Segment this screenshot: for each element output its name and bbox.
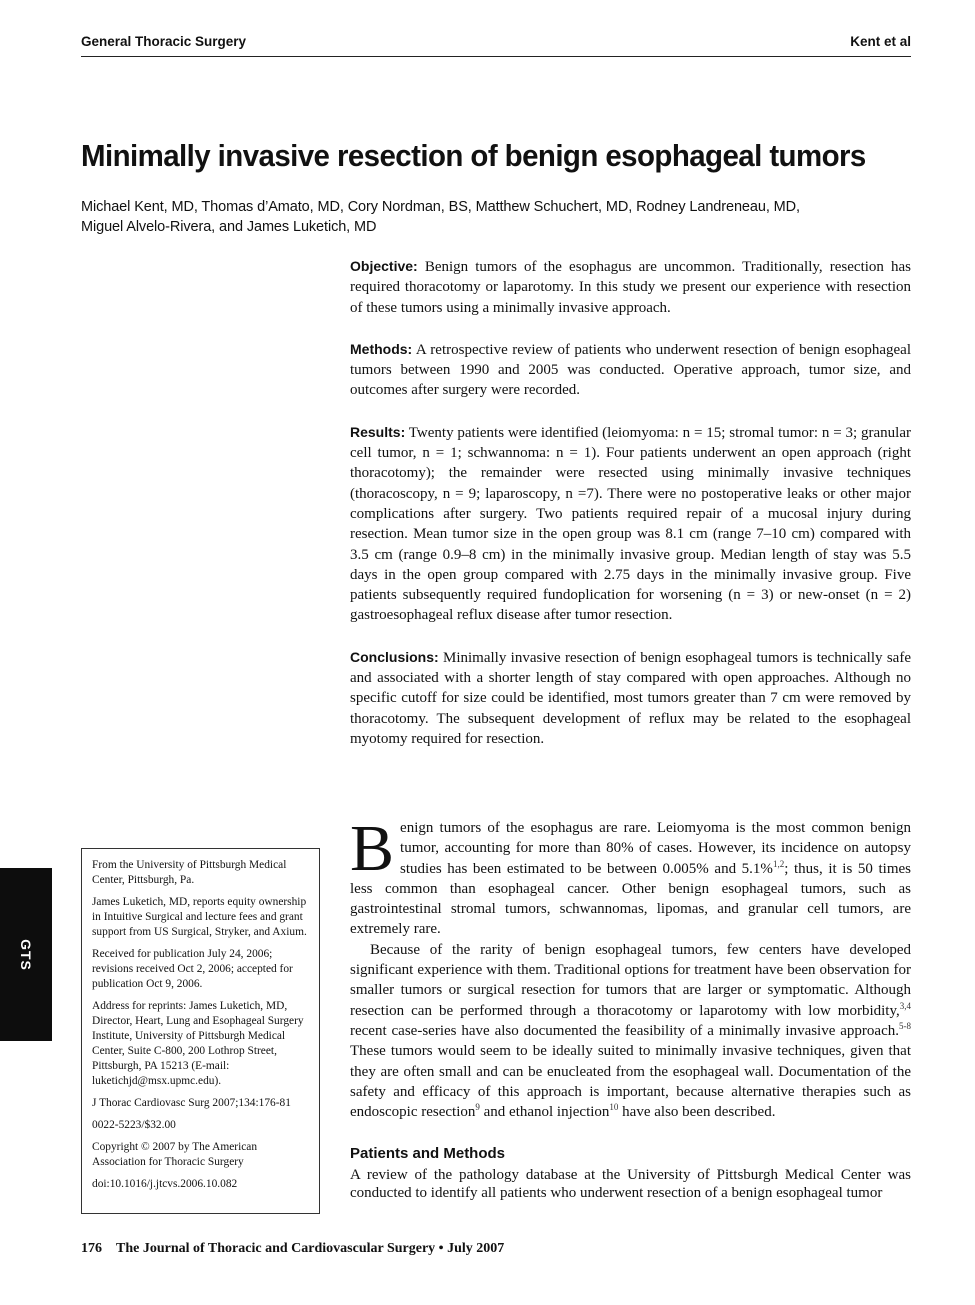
author-line-1: Michael Kent, MD, Thomas d’Amato, MD, Cory Nordman, BS, Matthew Schuchert, MD, Rodney Landreneau, MD, [81,199,800,215]
conclusions-text: Minimally invasive resection of benign esophageal tumors is technically safe and associated with a shorter length of stay compared with open approaches. Although no specific cutoff for size could be identified, most tumors greater than 7 cm were removed by thoracotomy. The subsequent development of reflux may be related to the esophageal myotomy required for resection. [350,649,911,747]
drop-cap: B [350,812,395,885]
abstract-methods [350,339,911,401]
page-number: 176 [81,1241,102,1256]
body-paragraph-1 [350,812,911,940]
journal-line: The Journal of Thoracic and Cardiovascular Surgery • July 2007 [116,1241,505,1256]
body-p2-text-c: These tumors would seem to be ideally suited to minimally invasive techniques, given that they are often small and can be enucleated from the esophageal wall. Documentation of the safety and efficacy of this approach is important, because alternative therapies such as endoscopic resection [350,1043,911,1121]
section-label: General Thoracic Surgery [81,34,247,49]
citation-ref: 1,2 [772,858,785,869]
abstract [350,256,911,770]
section-side-tab [0,868,52,1041]
abstract-conclusions [350,647,911,749]
affiliation-reprints: Address for reprints: James Luketich, MD, Director, Heart, Lung and Esophageal Surgery Institute, University of Pittsburgh Medical Center, Suite C-800, 200 Lothrop Street, Pittsburgh, PA 15213 (E-mail: luketichjd@msx.upmc.edu). [92,1000,304,1087]
affiliation-disclosure: James Luketich, MD, reports equity ownership in Intuitive Surgical and lecture fees and grant support from US Surgical, Stryker, and Axium. [92,896,307,938]
affiliation-box [81,848,320,1214]
body-paragraph-2 [350,940,911,1123]
affiliation-received: Received for publication July 24, 2006; revisions received Oct 2, 2006; accepted for publication Oct 9, 2006. [92,948,293,990]
article-title: Minimally invasive resection of benign esophageal tumors [81,138,866,173]
article-body [350,812,911,1202]
citation-ref: 10 [609,1102,619,1113]
body-paragraph-3: A review of the pathology database at the University of Pittsburgh Medical Center was conducted to identify all patients who underwent resection of a benign esophageal tumor [350,1166,911,1201]
citation-ref: 5-8 [899,1020,911,1031]
objective-label: Objective: [350,258,418,274]
affiliation-citation: J Thorac Cardiovasc Surg 2007;134:176-81 [92,1097,291,1109]
side-tab-label: GTS [18,938,34,971]
results-label: Results: [350,423,406,440]
objective-text: Benign tumors of the esophagus are uncommon. Traditionally, resection has required thoracotomy or laparotomy. In this study we present our experience with resection of these tumors using a minimally invasive approach. [350,259,911,316]
affiliation-from: From the University of Pittsburgh Medical Center, Pittsburgh, Pa. [92,859,287,886]
body-p2-text-a: Because of the rarity of benign esophageal tumors, few centers have developed significant experience with them. Traditional options for treatment have been observation for smaller tumors or surgical resection for tumors that are larger or symptomatic. Although resection can be performed through a thoracotomy or laparotomy with low morbidity, [350,941,911,1019]
abstract-objective [350,256,911,318]
running-header [81,30,911,57]
body-p2-text-e: have also been described. [618,1104,776,1121]
abstract-results [350,422,911,626]
body-p1-text-b: ; thus, it is 50 times less common than esophageal cancer. Other benign esophageal tumors, such as gastrointestinal stromal tumors, schwannomas, lipomas, and granular cell tumors, are extremely rare. [350,860,911,938]
page-footer [81,1241,781,1257]
body-p2-text-b: recent case-series have also documented the feasibility of a minimally invasive approach. [350,1022,899,1039]
affiliation-doi: doi:10.1016/j.jtcvs.2006.10.082 [92,1178,238,1190]
citation-ref: 3,4 [899,1000,911,1011]
section-heading: Patients and Methods [350,1145,506,1163]
running-authors: Kent et al [850,34,911,49]
results-text: Twenty patients were identified (leiomyoma: n = 15; stromal tumor: n = 3; granular cell tumor, n = 1; schwannoma: n = 1). Four patients underwent an open approach (right thoracotomy); the remainder were resected using minimally invasive techniques (thoracoscopy, n = 9; laparoscopy, n =7). There were no postoperative leaks or other major complications after surgery. Two patients required repair of a mucosal injury during resection. Mean tumor size in the open group was 8.1 cm (range 7–10 cm) compared with 3.5 cm (range 0.9–8 cm) in the minimally invasive group. Median length of stay was 5.5 days in the open group compared with 2.75 days in the minimally invasive group. Five patients subsequently required fundoplication for worsening (n = 3) or new-onset (n = 2) gastroesophageal reflux disease after tumor resection. [350,424,911,624]
affiliation-copyright: Copyright © 2007 by The American Association for Thoracic Surgery [92,1141,258,1168]
affiliation-issn: 0022-5223/$32.00 [92,1119,176,1131]
author-line-2: Miguel Alvelo-Rivera, and James Luketich, MD [81,219,377,235]
conclusions-label: Conclusions: [350,648,439,665]
body-p2-text-d: and ethanol injection [479,1104,610,1121]
author-list [81,197,901,237]
methods-label: Methods: [350,340,413,357]
citation-ref: 9 [475,1102,480,1113]
methods-text: A retrospective review of patients who underwent resection of benign esophageal tumors between 1990 and 2005 was conducted. Operative approach, tumor size, and outcomes after surgery were recorded. [350,341,911,399]
body-p1-text-a: enign tumors of the esophagus are rare. Leiomyoma is the most common benign tumor, accounting for more than 80% of cases. However, its incidence on autopsy studies has been estimated to be between 0.005% and 5.1% [400,820,911,877]
